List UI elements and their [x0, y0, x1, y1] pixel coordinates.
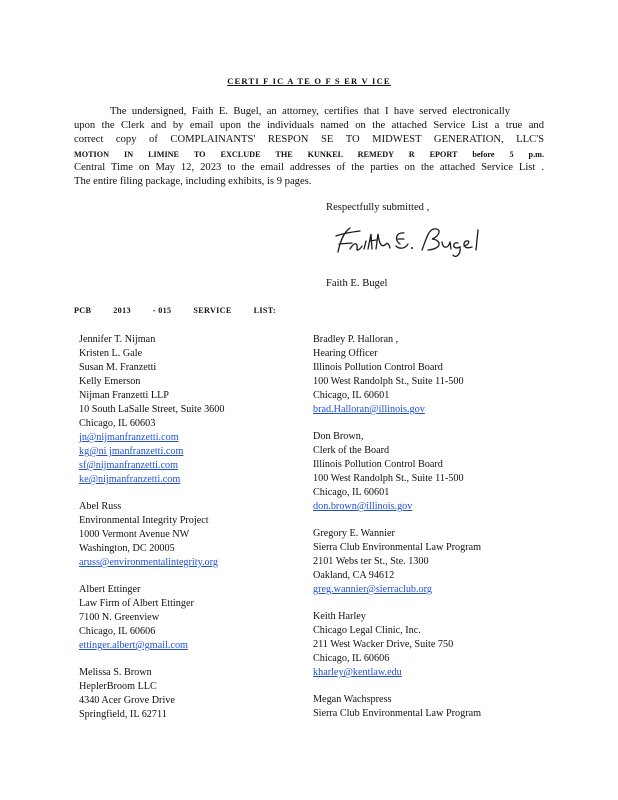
address-line: Springfield, IL 62711 — [79, 709, 167, 720]
closing-text: Respectfully submitted , — [326, 202, 430, 213]
address-line: Sierra Club Environmental Law Program — [313, 708, 482, 719]
service-list-heading: PCB 2013 - 015 SERVICE LIST: — [74, 306, 276, 315]
address-line: 100 West Randolph St., Suite 11-500 — [313, 473, 464, 484]
recipient-name: Megan Wachspress — [313, 694, 392, 705]
address-line: HeplerBroom LLC — [79, 681, 157, 692]
address-line: Chicago, IL 60603 — [79, 418, 156, 429]
service-entry — [79, 583, 289, 653]
email-link[interactable]: jn@nijmanfranzetti.com — [79, 432, 179, 443]
address-line: 100 West Randolph St., Suite 11-500 — [313, 376, 464, 387]
address-line: Nijman Franzetti LLP — [79, 390, 169, 401]
recipient-name: Don Brown, — [313, 431, 364, 442]
body-line: The entire filing package, including exhibits, is 9 pages. — [74, 176, 312, 187]
address-line: Washington, DC 20005 — [79, 543, 175, 554]
address-line: Oakland, CA 94612 — [313, 570, 395, 581]
email-link[interactable]: greg.wannier@sierraclub.org — [313, 584, 432, 595]
recipient-name: Gregory E. Wannier — [313, 528, 395, 539]
body-line: Central Time on May 12, 2023 to the email addresses of the parties on the attached Service List . — [74, 162, 544, 173]
address-line: Chicago, IL 60601 — [313, 390, 390, 401]
address-line: Hearing Officer — [313, 348, 378, 359]
body-line: MOTION IN LIMINE TO EXCLUDE THE KUNKEL REMEDY R EPORT before 5 p.m. — [74, 150, 544, 159]
address-line: 211 West Wacker Drive, Suite 750 — [313, 639, 454, 650]
body-line: correct copy of COMPLAINANTS' RESPON SE TO MIDWEST GENERATION, LLC'S — [74, 134, 544, 145]
address-line: Chicago, IL 60606 — [313, 653, 390, 664]
service-entry — [79, 500, 289, 570]
address-line: Sierra Club Environmental Law Program — [313, 542, 482, 553]
address-line: 4340 Acer Grove Drive — [79, 695, 175, 706]
email-link[interactable]: ke@nijmanfranzetti.com — [79, 474, 181, 485]
address-line: Susan M. Franzetti — [79, 362, 157, 373]
address-line: Clerk of the Board — [313, 445, 390, 456]
handwritten-signature — [330, 222, 490, 262]
address-line: Chicago Legal Clinic, Inc. — [313, 625, 421, 636]
certificate-title: CERTI F IC A TE O F S ER V ICE — [227, 76, 391, 86]
service-entry — [313, 430, 553, 514]
email-link[interactable]: sf@nijmanfranzetti.com — [79, 460, 179, 471]
address-line: Kelly Emerson — [79, 376, 141, 387]
body-line: upon the Clerk and by email upon the individuals named on the attached Service List a true and — [74, 120, 544, 131]
address-line: Kristen L. Gale — [79, 348, 143, 359]
address-line: Illinois Pollution Control Board — [313, 362, 443, 373]
address-line: 1000 Vermont Avenue NW — [79, 529, 190, 540]
service-list-right-column — [313, 333, 553, 734]
address-line: Chicago, IL 60601 — [313, 487, 390, 498]
recipient-name: Jennifer T. Nijman — [79, 334, 156, 345]
address-line: Environmental Integrity Project — [79, 515, 209, 526]
service-entry — [313, 610, 553, 680]
email-link[interactable]: kg@ni jmanfranzetti.com — [79, 446, 184, 457]
recipient-name: Keith Harley — [313, 611, 366, 622]
recipient-name: Abel Russ — [79, 501, 122, 512]
service-entry — [79, 333, 289, 487]
body-line: The undersigned, Faith E. Bugel, an attorney, certifies that I have served electronically — [110, 106, 510, 117]
signer-name: Faith E. Bugel — [326, 278, 388, 289]
email-link[interactable]: brad.Halloran@illinois.gov — [313, 404, 425, 415]
address-line: Illinois Pollution Control Board — [313, 459, 443, 470]
email-link[interactable]: don.brown@illinois.gov — [313, 501, 413, 512]
email-link[interactable]: aruss@environmentalintegrity.org — [79, 557, 218, 568]
service-entry — [313, 333, 553, 417]
email-link[interactable]: kharley@kentlaw.edu — [313, 667, 402, 678]
service-entry — [313, 693, 553, 721]
address-line: Law Firm of Albert Ettinger — [79, 598, 194, 609]
service-list-left-column — [79, 333, 289, 735]
recipient-name: Bradley P. Halloran , — [313, 334, 399, 345]
address-line: 7100 N. Greenview — [79, 612, 160, 623]
address-line: 2101 Webs ter St., Ste. 1300 — [313, 556, 429, 567]
address-line: 10 South LaSalle Street, Suite 3600 — [79, 404, 225, 415]
service-entry — [313, 527, 553, 597]
recipient-name: Melissa S. Brown — [79, 667, 152, 678]
recipient-name: Albert Ettinger — [79, 584, 141, 595]
email-link[interactable]: ettinger.albert@gmail.com — [79, 640, 188, 651]
address-line: Chicago, IL 60606 — [79, 626, 156, 637]
service-entry — [79, 666, 289, 722]
